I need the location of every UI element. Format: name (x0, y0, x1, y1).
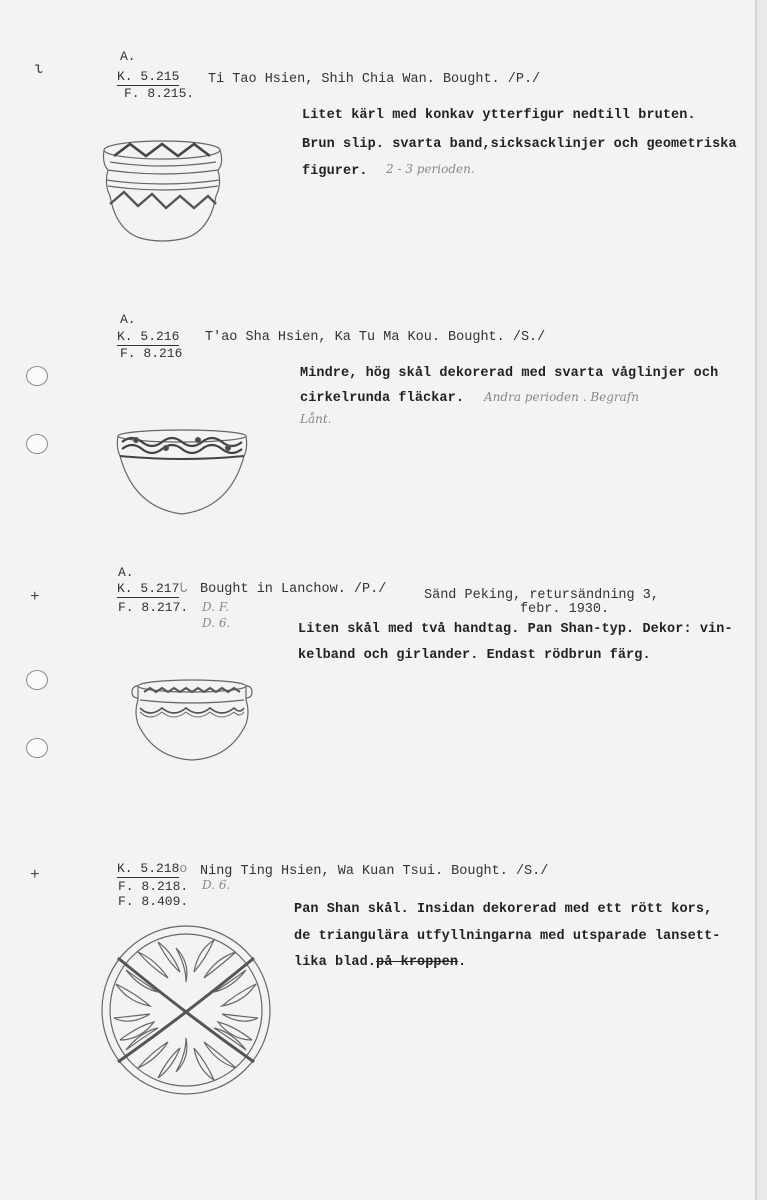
catalog-number: K. 5.217ᒐ (117, 581, 188, 596)
field-number: F. 8.217. (118, 600, 189, 615)
handwritten-note: D. 6. (202, 616, 231, 630)
catalog-number: K. 5.218o (117, 861, 188, 876)
binder-hole (26, 434, 48, 454)
handwritten-note: D. 6. (202, 878, 231, 892)
margin-mark: ι (34, 60, 44, 78)
field-number: F. 8.409. (118, 894, 189, 909)
entry-letter: A. (120, 49, 136, 64)
description-line: cirkelrunda fläckar. (300, 391, 465, 406)
description-line: Litet kärl med konkav ytterfigur nedtill bruten. (302, 108, 696, 123)
description-line: kelband och girlander. Endast rödbrun färg. (298, 648, 651, 663)
binder-hole (26, 738, 48, 758)
entry-header-note: febr. 1930. (520, 602, 610, 617)
description-line: Brun slip. svarta band,sicksacklinjer och geometriska (302, 137, 737, 152)
margin-mark: + (30, 866, 40, 884)
catalog-number: K. 5.215 (117, 69, 180, 84)
handwritten-note: Andra perioden . Begrafn (484, 390, 639, 404)
field-number: F. 8.218. (118, 879, 189, 894)
description-line: de triangulära utfyllningarna med utsparade lansett- (294, 929, 721, 944)
bowl-top-view-drawing (98, 922, 274, 1098)
description-line: Liten skål med två handtag. Pan Shan-typ. Dekor: vin- (298, 622, 733, 637)
description-line: Pan Shan skål. Insidan dekorerad med ett rött kors, (294, 902, 713, 917)
struck-text: på kroppen (376, 955, 459, 970)
binder-hole (26, 670, 48, 690)
entry-header: Bought in Lanchow. /P./ (200, 582, 387, 597)
handwritten-note: D. F. (202, 600, 230, 614)
vessel-drawing (114, 428, 250, 518)
binder-hole (26, 366, 48, 386)
description-line: Mindre, hög skål dekorerad med svarta våglinjer och (300, 366, 719, 381)
entry-header: T'ao Sha Hsien, Ka Tu Ma Kou. Bought. /S./ (205, 330, 546, 345)
field-number: F. 8.216 (120, 346, 183, 361)
entry-letter: A. (118, 565, 134, 580)
vessel-drawing (100, 134, 230, 244)
handwritten-note: 2 - 3 perioden. (386, 162, 475, 176)
entry-header-note: Sänd Peking, retursändning 3, (424, 588, 659, 603)
description-line: figurer. (302, 164, 368, 179)
handwritten-note: Lånt. (300, 412, 332, 426)
entry-header: Ning Ting Hsien, Wa Kuan Tsui. Bought. /S./ (200, 864, 549, 879)
field-number: F. 8.215. (124, 86, 195, 101)
entry-header: Ti Tao Hsien, Shih Chia Wan. Bought. /P./ (208, 72, 541, 87)
description-line: lika blad.på kroppen. (294, 955, 467, 970)
catalog-number: K. 5.216 (117, 329, 180, 344)
vessel-drawing (130, 678, 254, 762)
entry-letter: A. (120, 312, 136, 327)
margin-mark: + (30, 588, 40, 606)
